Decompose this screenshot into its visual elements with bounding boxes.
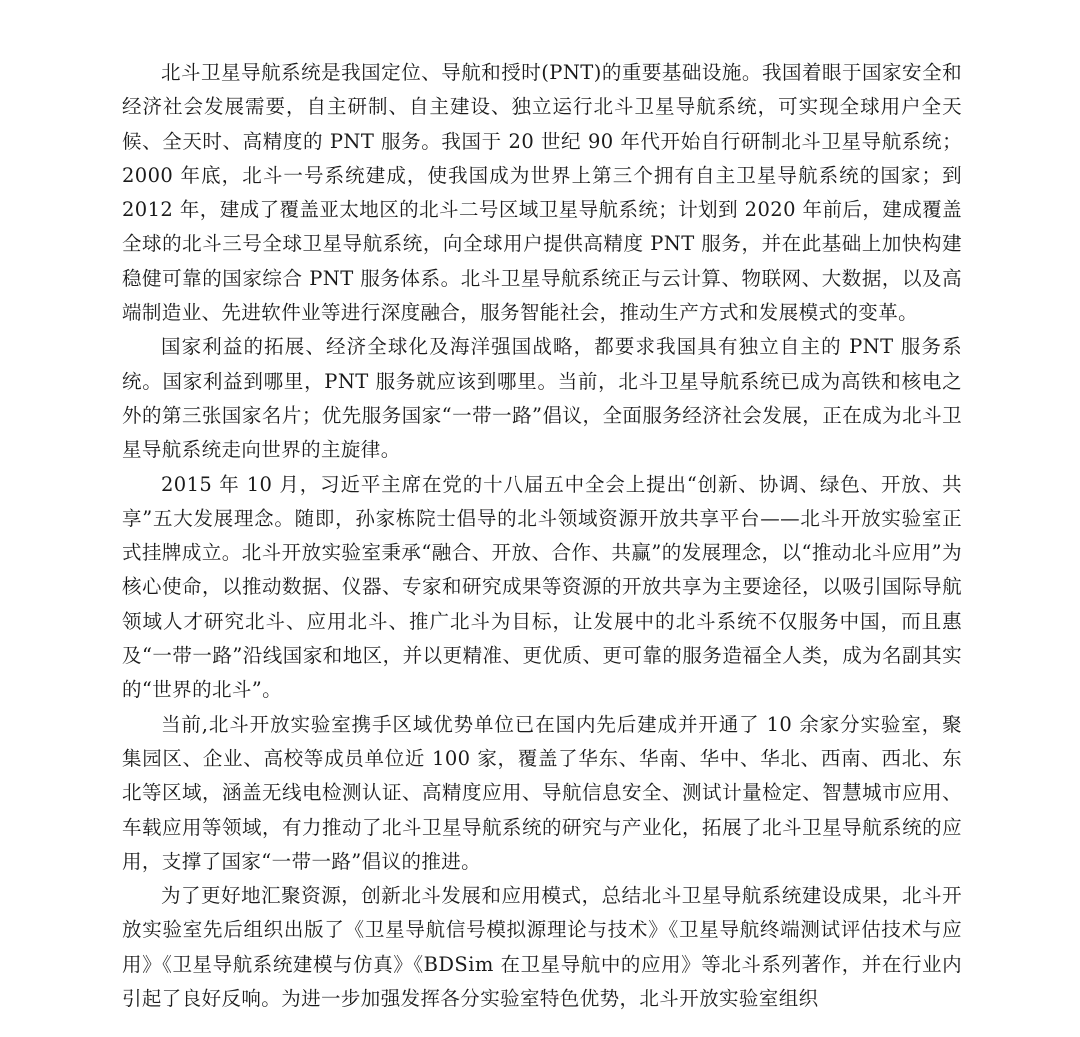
- paragraph-3: 2015 年 10 月，习近平主席在党的十八届五中全会上提出“创新、协调、绿色、开放、共享”五大发展理念。随即，孙家栋院士倡导的北斗领域资源开放共享平台——北斗开放实验室正式挂牌成立。北斗开放实验室秉承“融合、开放、合作、共赢”的发展理念，以“推动北斗应用”为核心使命，以推动数据、仪器、专家和研究成果等资源的开放共享为主要途径，以吸引国际导航领域人才研究北斗、应用北斗、推广北斗为目标，让发展中的北斗系统不仅服务中国，而且惠及“一带一路”沿线国家和地区，并以更精准、更优质、更可靠的服务造福全人类，成为名副其实的“世界的北斗”。: [122, 472, 962, 702]
- paragraph-4: 当前,北斗开放实验室携手区域优势单位已在国内先后建成并开通了 10 余家分实验室，聚集园区、企业、高校等成员单位近 100 家，覆盖了华东、华南、华中、华北、西南、西北、东北等区域，涵盖无线电检测认证、高精度应用、导航信息安全、测试计量检定、智慧城市应用、车载应用等领域，有力推动了北斗卫星导航系统的研究与产业化，拓展了北斗卫星导航系统的应用，支撑了国家“一带一路”倡议的推进。: [122, 712, 962, 873]
- paragraph-2: 国家利益的拓展、经济全球化及海洋强国战略，都要求我国具有独立自主的 PNT 服务系统。国家利益到哪里，PNT 服务就应该到哪里。当前，北斗卫星导航系统已成为高铁和核电之外的第三张国家名片；优先服务国家“一带一路”倡议，全面服务经济社会发展，正在成为北斗卫星导航系统走向世界的主旋律。: [122, 335, 962, 462]
- document-page: [122, 56, 962, 1016]
- paragraph-5: 为了更好地汇聚资源，创新北斗发展和应用模式，总结北斗卫星导航系统建设成果，北斗开放实验室先后组织出版了《卫星导航信号模拟源理论与技术》《卫星导航终端测试评估技术与应用》《卫星导航系统建模与仿真》《BDSim 在卫星导航中的应用》等北斗系列著作，并在行业内引起了良好反响。为进一步加强发挥各分实验室特色优势，北斗开放实验室组织: [122, 884, 962, 1011]
- paragraph-1: 北斗卫星导航系统是我国定位、导航和授时(PNT)的重要基础设施。我国着眼于国家安全和经济社会发展需要，自主研制、自主建设、独立运行北斗卫星导航系统，可实现全球用户全天候、全天时、高精度的 PNT 服务。我国于 20 世纪 90 年代开始自行研制北斗卫星导航系统；2000 年底，北斗一号系统建成，使我国成为世界上第三个拥有自主卫星导航系统的国家；到 2012 年，建成了覆盖亚太地区的北斗二号区域卫星导航系统；计划到 2020 年前后，建成覆盖全球的北斗三号全球卫星导航系统，向全球用户提供高精度 PNT 服务，并在此基础上加快构建稳健可靠的国家综合 PNT 服务体系。北斗卫星导航系统正与云计算、物联网、大数据，以及高端制造业、先进软件业等进行深度融合，服务智能社会，推动生产方式和发展模式的变革。: [122, 61, 962, 325]
